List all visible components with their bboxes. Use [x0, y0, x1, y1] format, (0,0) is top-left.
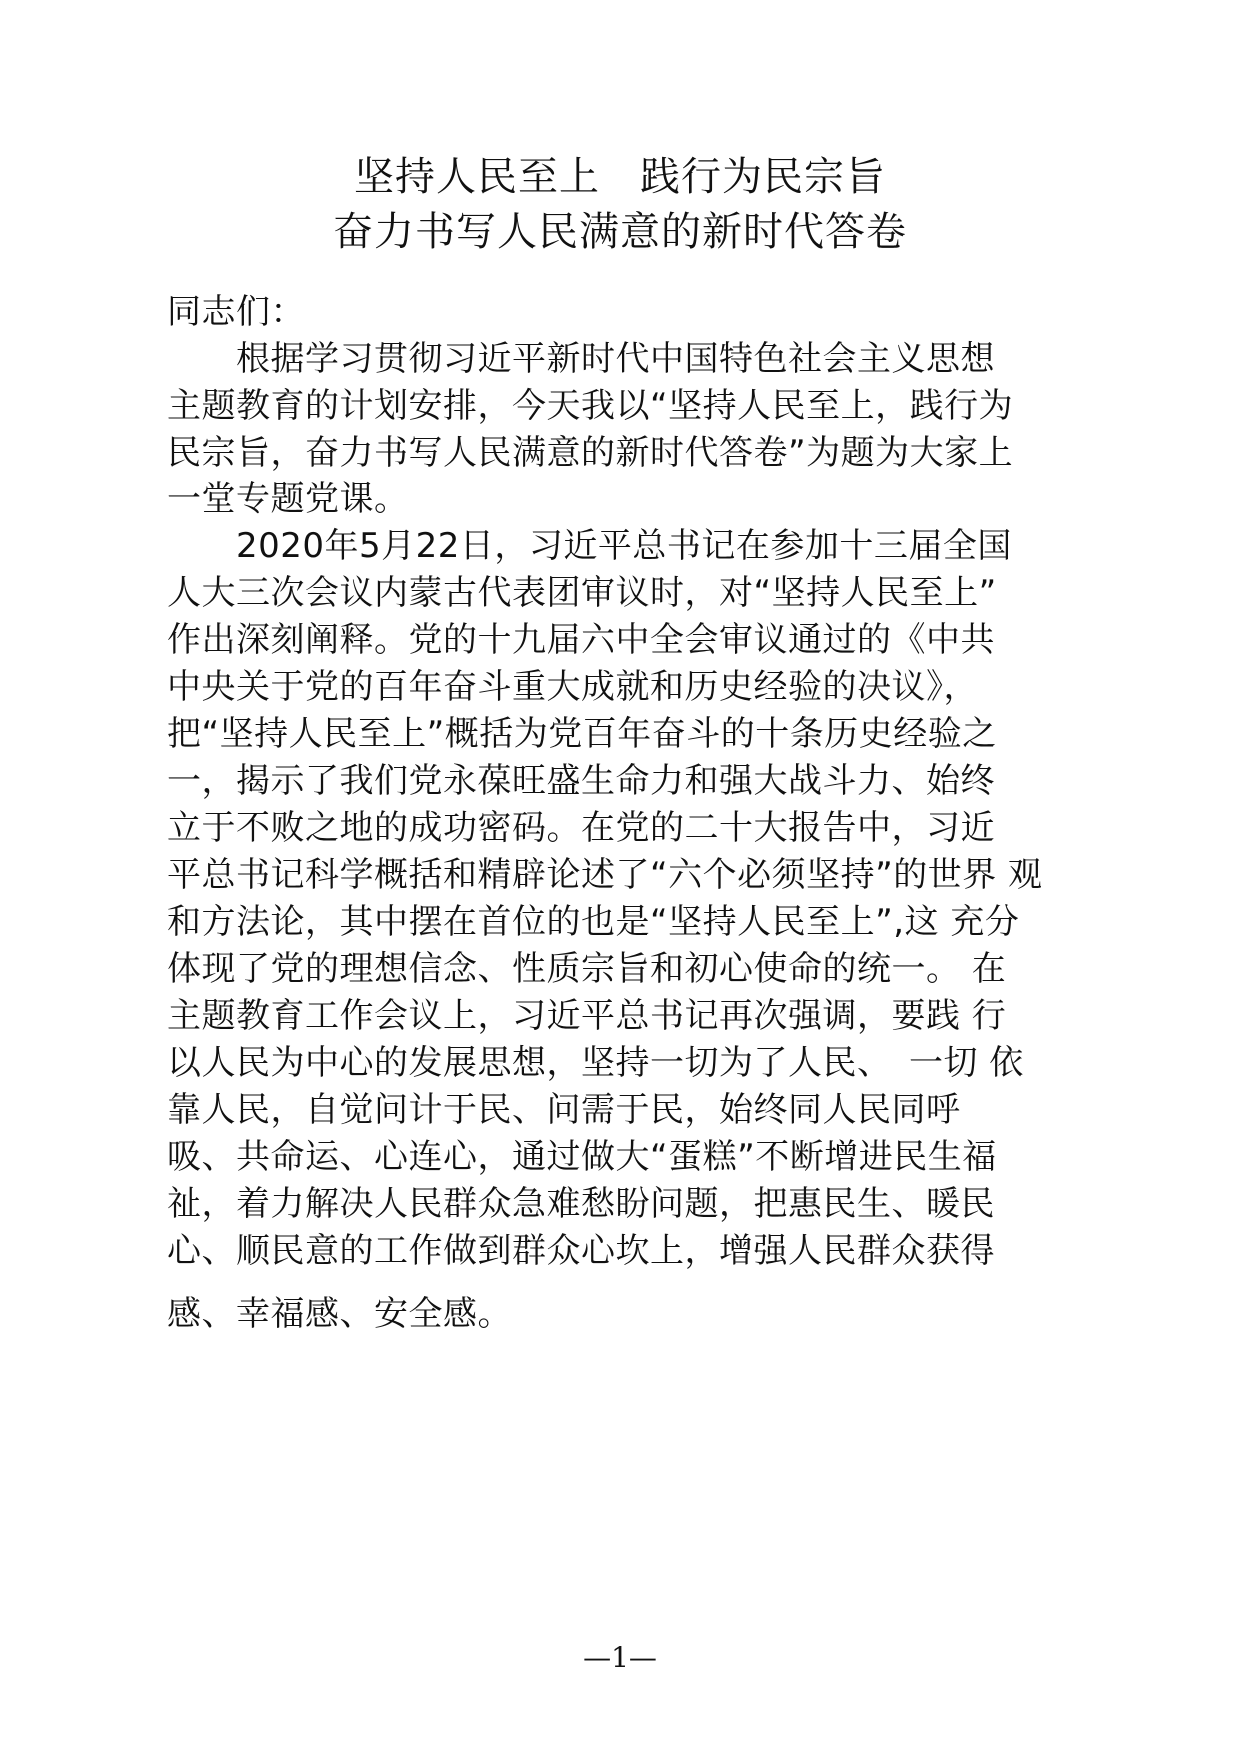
page-number: —1— [583, 1641, 657, 1674]
body-line: 主题教育工作会议上，习近平总书记再次强调，要践 行 [167, 996, 1007, 1036]
body-line: 和方法论，其中摆在首位的也是“坚持人民至上”,这 充分 [167, 902, 1020, 942]
body-line: 一堂专题党课。 [167, 479, 409, 519]
body-line: 祉，着力解决人民群众急难愁盼问题，把惠民生、暖民 [167, 1184, 995, 1224]
body-line: 以人民为中心的发展思想，坚持一切为了人民、 一切 依 [167, 1043, 1024, 1083]
body-line: 2020年5月22日，习近平总书记在参加十三届全国 [167, 526, 1012, 566]
body-line: 人大三次会议内蒙古代表团审议时，对“坚持人民至上” [167, 573, 997, 613]
salutation: 同志们： [167, 292, 305, 332]
document-title-line-2: 奋力书写人民满意的新时代答卷 [333, 209, 907, 255]
title-part-1: 坚持人民至上 [354, 154, 600, 200]
body-line: 感、幸福感、安全感。 [167, 1294, 512, 1334]
body-line: 靠人民，自觉问计于民、问需于民，始终同人民同呼 [167, 1090, 961, 1130]
document-title-line-1 [0, 152, 1240, 202]
body-line: 民宗旨，奋力书写人民满意的新时代答卷”为题为大家上 [167, 433, 1014, 473]
body-line: 根据学习贯彻习近平新时代中国特色社会主义思想 [167, 339, 995, 379]
body-line: 立于不败之地的成功密码。在党的二十大报告中，习近 [167, 808, 995, 848]
body-line: 平总书记科学概括和精辟论述了“六个必须坚持”的世界 观 [167, 855, 1043, 895]
title-part-2: 践行为民宗旨 [640, 154, 886, 200]
body-line: 吸、共命运、心连心，通过做大“蛋糕”不断增进民生福 [167, 1137, 997, 1177]
body-line: 中央关于党的百年奋斗重大成就和历史经验的决议》， [167, 667, 978, 707]
body-line: 体现了党的理想信念、性质宗旨和初心使命的统一。 在 [167, 949, 1007, 989]
body-line: 作出深刻阐释。党的十九届六中全会审议通过的《中共 [167, 620, 995, 660]
body-line: 一，揭示了我们党永葆旺盛生命力和强大战斗力、始终 [167, 761, 995, 801]
body-line: 心、顺民意的工作做到群众心坎上，增强人民群众获得 [167, 1231, 995, 1271]
body-line: 把“坚持人民至上”概括为党百年奋斗的十条历史经验之 [167, 714, 997, 754]
body-line: 主题教育的计划安排，今天我以“坚持人民至上，践行为 [167, 386, 1014, 426]
